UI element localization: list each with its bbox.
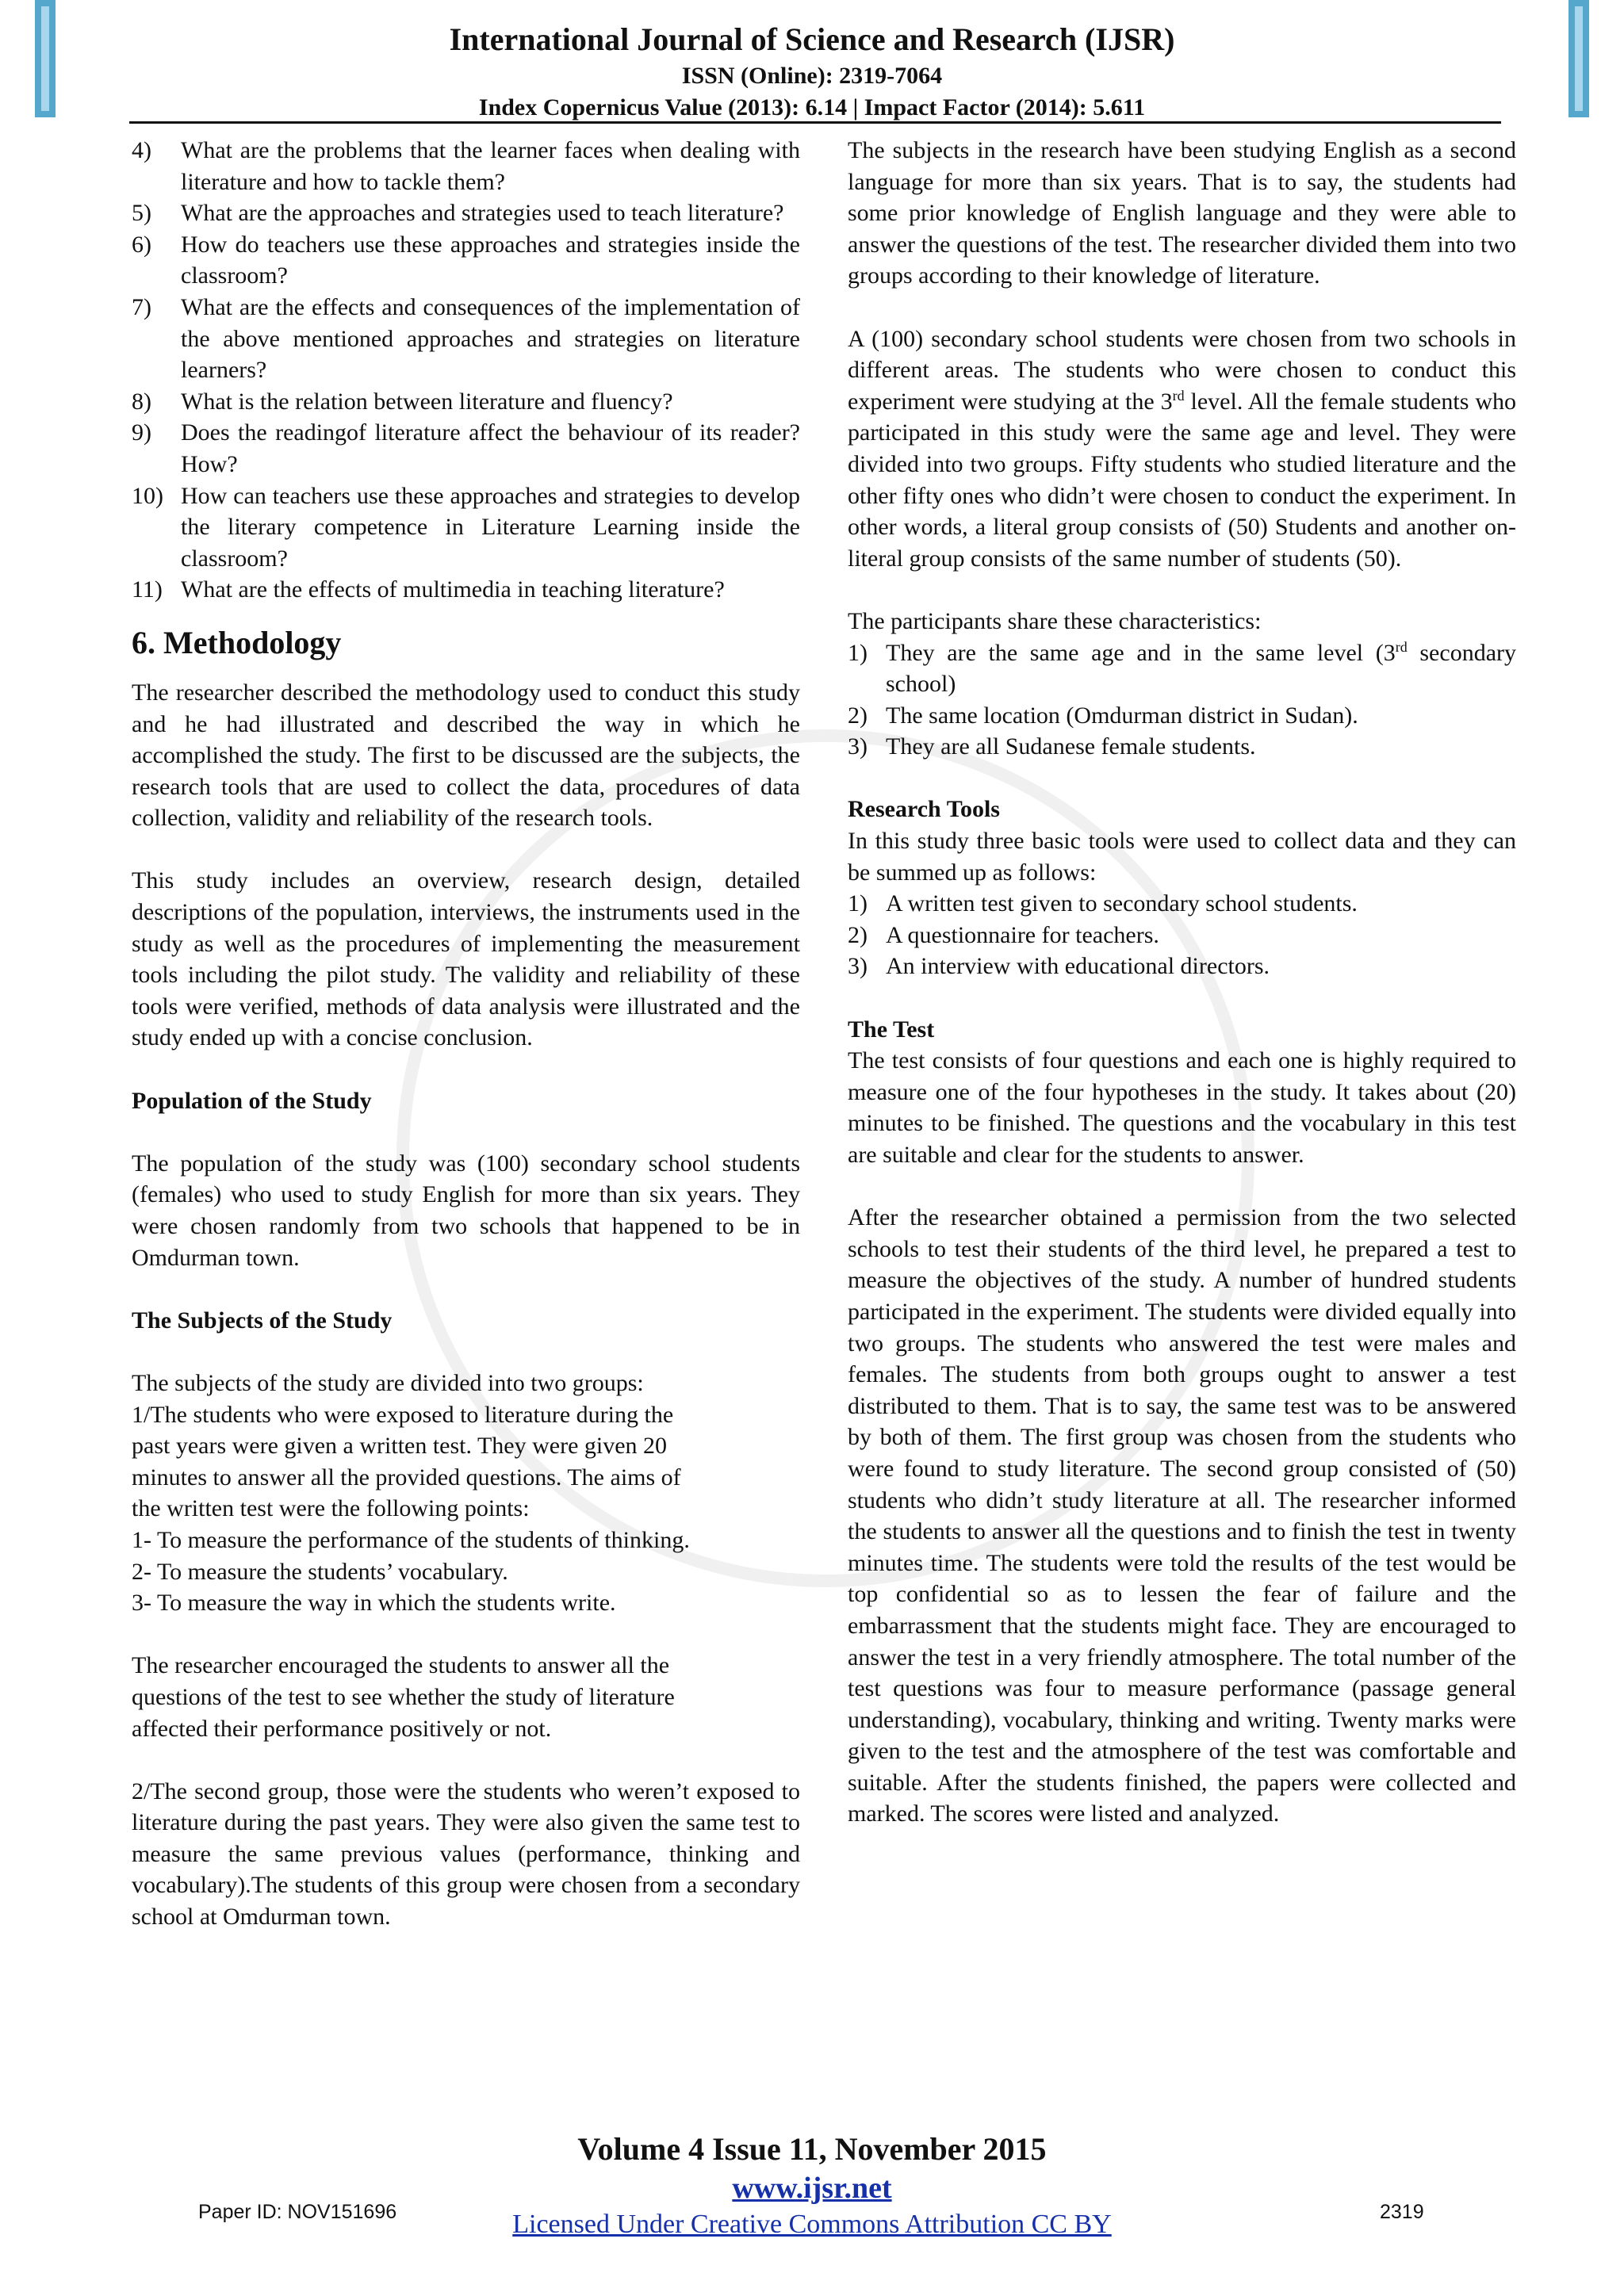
- website-link[interactable]: www.ijsr.net: [732, 2172, 892, 2205]
- subjects-block: [132, 1368, 800, 1619]
- list-item: 9) Does the readingof literature affect the behaviour of its reader? How?: [132, 419, 800, 477]
- text-line: minutes to answer all the provided questions. The aims of: [132, 1464, 681, 1490]
- list-item: 3) They are all Sudanese female students.: [848, 733, 1256, 760]
- population-heading: Population of the Study: [132, 1087, 372, 1114]
- right-column: [848, 135, 1516, 1830]
- list-item: 1) They are the same age and in the same level (3rd secondary school): [848, 638, 1516, 698]
- text-line: 1- To measure the performance of the students of thinking.: [132, 1526, 690, 1553]
- subjects-paragraph: The subjects in the research have been studying English as a second language for more than six years. That is to say, the students had some prior knowledge of English language and they were able to answer the questions of the test. The researcher divided them into two groups according to their knowledge of literature.: [848, 137, 1516, 289]
- list-item: 2) A questionnaire for teachers.: [848, 921, 1159, 948]
- research-tools-intro: In this study three basic tools were used to collect data and they can be summed up as follows:: [848, 828, 1516, 886]
- list-item: 5) What are the approaches and strategies used to teach literature?: [132, 200, 784, 227]
- text-line: past years were given a written test. They were given 20: [132, 1433, 668, 1460]
- list-item: 8) What is the relation between literature and fluency?: [132, 388, 673, 415]
- list-item: 2) The same location (Omdurman district in Sudan).: [848, 702, 1358, 729]
- characteristics-intro: The participants share these characteristics:: [848, 607, 1262, 634]
- text-line: affected their performance positively or not.: [132, 1715, 552, 1742]
- research-questions-list: [132, 135, 800, 606]
- sample-paragraph: A (100) secondary school students were chosen from two schools in different areas. The students who were chosen to conduct this experiment were studying at the 3rd level. All the female students who participated in this study were the same age and level. They were divided into two groups. Fifty students who studied literature and the other fifty ones who didn’t were chosen to conduct the experiment. In other words, a literal group consists of (50) Students and another on-literal group consists of the same number of students (50).: [848, 325, 1516, 572]
- population-paragraph: The population of the study was (100) secondary school students (females) who used to study English for more than six years. They were chosen randomly from two schools that happened to be in Omdurman town.: [132, 1150, 800, 1271]
- text-line: the written test were the following points:: [132, 1495, 530, 1522]
- methodology-paragraph-1: The researcher described the methodology used to conduct this study and he had illustrated and described the way in which he accomplished the study. The first to be discussed are the subjects, the research tools that are used to collect the data, procedures of data collection, validity and reliability of the research tools.: [132, 679, 800, 832]
- methodology-paragraph-2: This study includes an overview, research design, detailed descriptions of the population, interviews, the instruments used in the study as well as the procedures of implementing the measurement tools including the pilot study. The validity and reliability of these tools were verified, methods of data analysis were illustrated and the study ended up with a concise conclusion.: [132, 867, 800, 1051]
- second-group-paragraph: 2/The second group, those were the students who weren’t exposed to literature during the past years. They were also given the same test to measure the same previous values (performance, thinking and vocabulary).The students of this group were chosen from a secondary school at Omdurman town.: [132, 1777, 800, 1931]
- volume-info: Volume 4 Issue 11, November 2015: [577, 2131, 1047, 2167]
- text-line: 1/The students who were exposed to literature during the: [132, 1401, 674, 1428]
- list-item: 7) What are the effects and consequences of the implementation of the above mentioned approaches and strategies on literature learners?: [132, 293, 800, 384]
- journal-header: [0, 19, 1624, 124]
- research-tools-heading: Research Tools: [848, 796, 1000, 823]
- research-tools-list: [848, 888, 1516, 982]
- text-line: 2- To measure the students’ vocabulary.: [132, 1558, 508, 1585]
- test-heading: The Test: [848, 1016, 935, 1043]
- text-line: questions of the test to see whether the study of literature: [132, 1683, 675, 1710]
- header-rule: [129, 121, 1501, 124]
- list-item: 11) What are the effects of multimedia in teaching literature?: [132, 576, 725, 603]
- list-item: 6) How do teachers use these approaches and strategies inside the classroom?: [132, 231, 800, 289]
- list-item: 4) What are the problems that the learner faces when dealing with literature and how to tackle them?: [132, 137, 800, 195]
- subjects-heading: The Subjects of the Study: [132, 1307, 393, 1334]
- text-line: 3- To measure the way in which the students write.: [132, 1590, 616, 1617]
- list-item: 3) An interview with educational directors.: [848, 953, 1270, 980]
- methodology-heading: 6. Methodology: [132, 624, 342, 660]
- characteristics-list: [848, 637, 1516, 763]
- encouraged-block: [132, 1650, 800, 1744]
- list-item: 1) A written test given to secondary school students.: [848, 890, 1358, 917]
- test-paragraph: The test consists of four questions and each one is highly required to measure one of the four hypotheses in the study. It takes about (20) minutes to be finished. The questions and the vocabulary in this test are suitable and clear for the students to answer.: [848, 1047, 1516, 1168]
- list-item: 10) How can teachers use these approaches and strategies to develop the literary competence in Literature Learning inside the classroom?: [132, 482, 800, 572]
- text-line: The researcher encouraged the students to answer all the: [132, 1652, 670, 1679]
- journal-title: International Journal of Science and Research (IJSR): [449, 21, 1175, 57]
- journal-index: Index Copernicus Value (2013): 6.14 | Impact Factor (2014): 5.611: [478, 94, 1146, 121]
- journal-issn: ISSN (Online): 2319-7064: [681, 63, 943, 89]
- license-link[interactable]: Licensed Under Creative Commons Attribution CC BY: [512, 2210, 1112, 2239]
- text-line: The subjects of the study are divided into two groups:: [132, 1369, 644, 1396]
- paper-id: Paper ID: NOV151696: [198, 2201, 397, 2223]
- page-number: 2319: [1380, 2201, 1424, 2223]
- procedure-paragraph: After the researcher obtained a permission from the two selected schools to test their students of the third level, he prepared a test to measure the objectives of the study. A number of hundred students participated in the experiment. The students were divided equally into two groups. The students who answered the test were males and females. The students from both groups ought to answer a test distributed to them. That is to say, the same test was to be answered by both of them. The first group was chosen from the students who were found to study literature. The second group consisted of (50) students who didn’t study literature at all. The researcher informed the students to answer all the questions and to finish the test in twenty minutes time. The students were told the results of the test would be top confidential so as to lessen the fear of failure and the embarrassment that the students might face. They are encouraged to answer the test in a very friendly atmosphere. The total number of the test questions was four to measure performance (passage general understanding), vocabulary, thinking and writing. Twenty marks were given to the test and the atmosphere of the test was comfortable and suitable. After the students finished, the papers were collected and marked. The scores were listed and analyzed.: [848, 1204, 1516, 1827]
- left-column: [132, 135, 800, 1933]
